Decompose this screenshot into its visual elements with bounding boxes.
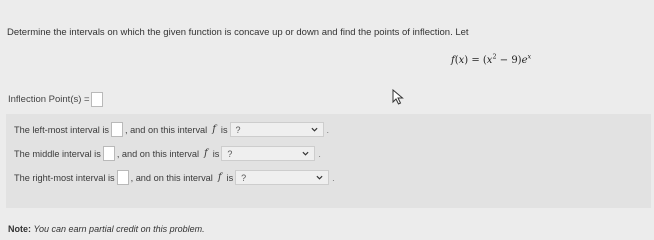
formula-equals: = (	[468, 55, 487, 66]
interval-is: is	[226, 172, 234, 183]
formula-exp2: 2	[492, 52, 497, 61]
formula-x2: x	[486, 55, 493, 66]
interval-prefix: The left-most interval is	[14, 124, 109, 135]
interval-middle: , and on this interval	[116, 148, 200, 159]
function-formula	[451, 52, 532, 66]
interval-input-right[interactable]	[117, 170, 129, 185]
mouse-pointer-icon	[392, 89, 404, 105]
chevron-down-icon	[316, 174, 323, 181]
concavity-select-left[interactable]	[230, 122, 324, 137]
formula-ex: x	[527, 52, 532, 61]
period: .	[326, 124, 330, 135]
inflection-label: Inflection Point(s) =	[8, 94, 90, 105]
note-label: Note:	[8, 224, 31, 234]
formula-e: e	[521, 55, 528, 66]
inflection-row	[8, 92, 103, 107]
interval-row-left	[12, 122, 329, 137]
interval-prefix: The right-most interval is	[14, 172, 115, 183]
problem-statement: Determine the intervals on which the given function is concave up or down and find the points of inflection. Let	[7, 27, 469, 38]
interval-row-right	[12, 170, 335, 185]
formula-open: (	[454, 55, 459, 66]
formula-x: x	[458, 55, 465, 66]
concavity-select-middle[interactable]	[221, 146, 315, 161]
interval-input-left[interactable]	[111, 122, 123, 137]
interval-row-middle	[12, 146, 321, 161]
interval-middle: , and on this interval	[130, 172, 213, 183]
interval-is: is	[220, 124, 228, 135]
intervals-panel	[6, 114, 651, 208]
interval-f: f	[217, 172, 222, 183]
select-value: ?	[235, 124, 241, 135]
interval-is: is	[212, 148, 220, 159]
period: .	[318, 148, 321, 159]
formula-minus9: − 9)	[496, 55, 522, 66]
formula-close: )	[464, 55, 469, 66]
interval-input-middle[interactable]	[103, 146, 115, 161]
interval-f: f	[212, 124, 216, 135]
select-value: ?	[241, 172, 247, 183]
interval-f: f	[204, 148, 208, 159]
chevron-down-icon	[302, 150, 309, 157]
period: .	[332, 172, 335, 183]
select-value: ?	[227, 148, 233, 159]
formula-f: f	[451, 55, 455, 66]
chevron-down-icon	[311, 126, 318, 133]
interval-middle: , and on this interval	[124, 124, 208, 135]
interval-prefix: The middle interval is	[14, 148, 101, 159]
note-text: You can earn partial credit on this problem.	[33, 224, 205, 234]
concavity-select-right[interactable]	[235, 170, 329, 185]
credit-note	[8, 224, 205, 234]
inflection-input[interactable]	[91, 92, 103, 107]
